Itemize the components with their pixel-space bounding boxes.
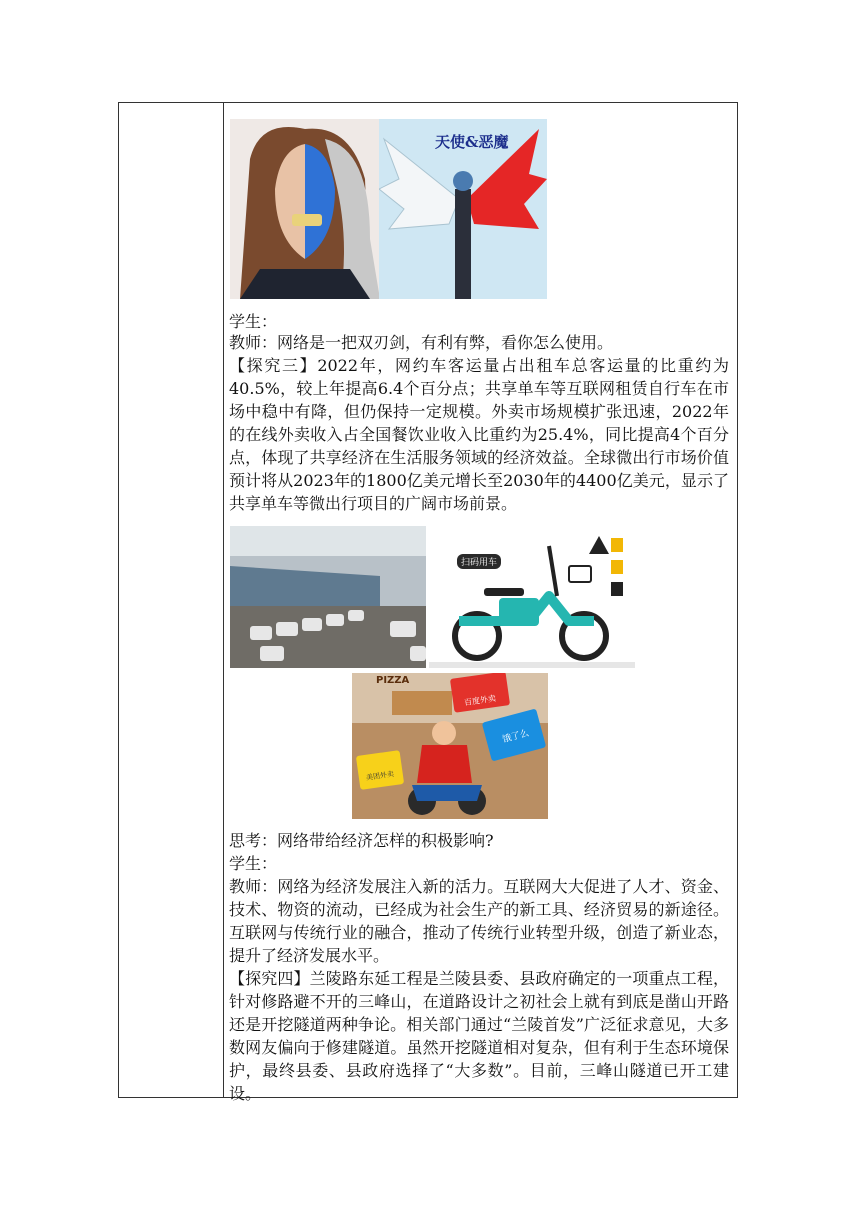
food-delivery-image (352, 673, 548, 819)
baidu-card-label: 百度外卖 (463, 693, 497, 708)
teacher-line-1: 教师：网络是一把双刃剑，有利有弊，看你怎么使用。 (229, 333, 614, 352)
shared-ebike-image (429, 526, 635, 668)
student-line-2: 学生： (229, 854, 278, 873)
angel-devil-caption: 天使&恶魔 (435, 133, 509, 151)
explore-three-paragraph: 【探究三】2022年，网约车客运量占出租车总客运量的比重约为40.5%，较上年提高6.4个百分点；共享单车等互联网租赁自行车在市场中稳中有降，但仍保持一定规模。外卖市场规模扩张迅速，2022年的在线外卖收入占全国餐饮业收入比重约为25.4%，同比提高4个百分点，体现了共享经济在生活服务领域的经济效益。全球微出行市场价值预计将从2023年的1800亿美元增长至2030年的4400亿美元，显示了共享单车等微出行项目的广阔市场前景。 (229, 356, 729, 513)
ele-me-card-label: 饿了么 (501, 728, 531, 746)
lesson-table (118, 102, 738, 1103)
angel-devil-image (379, 119, 547, 299)
two-face-woman-image (230, 119, 380, 299)
teacher-line-2: 教师：网络为经济发展注入新的活力。互联网大大促进了人才、资金、技术、物资的流动，已经成为社会生产的新工具、经济贸易的新途径。互联网与传统行业的融合，推动了传统行业转型升级，创造了新业态，提升了经济发展水平。 (229, 877, 729, 965)
bike-sign-label: 扫码用车 (457, 554, 501, 569)
meituan-card-label: 美团外卖 (365, 770, 395, 782)
student-line-1: 学生： (229, 312, 278, 331)
parking-lot-image (230, 526, 426, 668)
think-question: 思考：网络带给经济怎样的积极影响? (229, 831, 494, 850)
pizza-label: PIZZA (376, 675, 410, 686)
explore-four-paragraph: 【探究四】兰陵路东延工程是兰陵县委、县政府确定的一项重点工程，针对修路避不开的三峰山，在道路设计之初社会上就有到底是凿山开路还是开挖隧道两种争论。相关部门通过“兰陵首发”广泛征求意见，大多数网友偏向于修建隧道。虽然开挖隧道相对复杂，但有利于生态环境保护，最终县委、县政府选择了“大多数”。目前，三峰山隧道已开工建设。 (229, 969, 729, 1103)
column-divider (223, 103, 224, 1097)
